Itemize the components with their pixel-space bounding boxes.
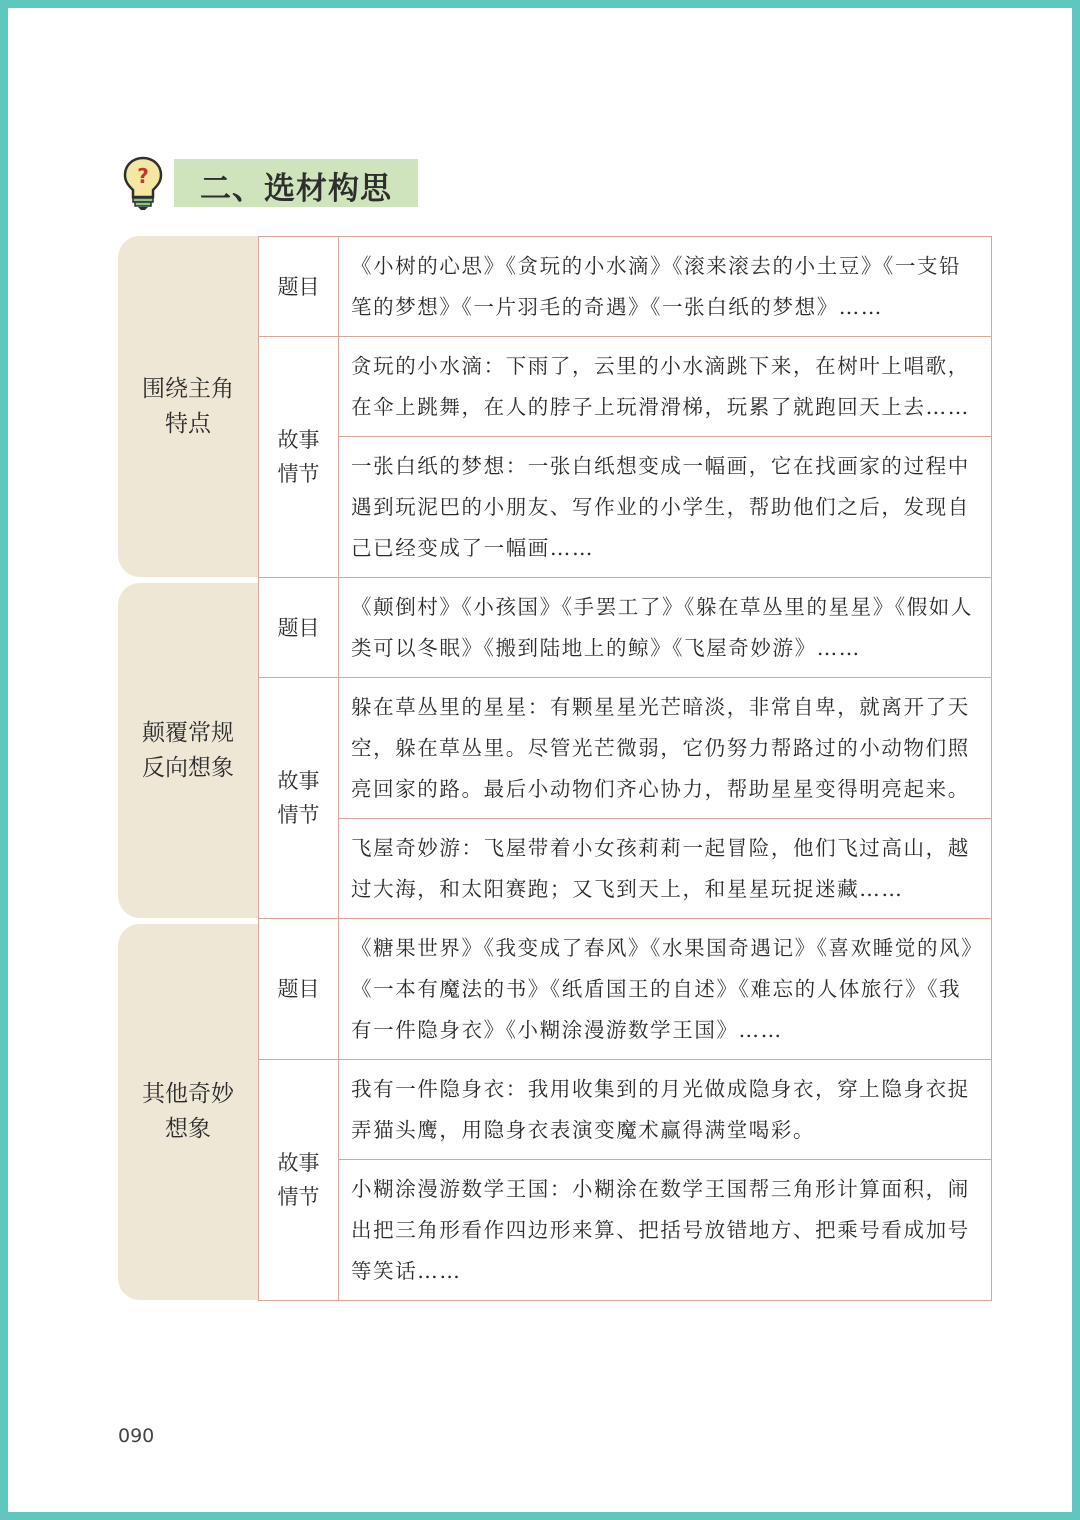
section-2	[118, 577, 992, 918]
titles-label: 题目	[258, 918, 338, 1059]
titles-cell: 《小树的心思》《贪玩的小水滴》《滚来滚去的小土豆》《一支铅笔的梦想》《一片羽毛的奇遇》《一张白纸的梦想》……	[338, 236, 992, 336]
titles-cell: 《颠倒村》《小孩国》《手罢工了》《躲在草丛里的星星》《假如人类可以冬眠》《搬到陆地上的鲸》《飞屋奇妙游》……	[338, 577, 992, 677]
page	[8, 8, 1072, 1512]
titles-label: 题目	[258, 236, 338, 336]
titles-row	[118, 236, 992, 336]
plots-label: 故事 情节	[258, 677, 338, 918]
section-1	[118, 236, 992, 577]
plot-cell: 我有一件隐身衣：我用收集到的月光做成隐身衣，穿上隐身衣捉弄猫头鹰，用隐身衣表演变魔术赢得满堂喝彩。	[338, 1059, 992, 1159]
plots-label: 故事 情节	[258, 336, 338, 577]
section-header	[120, 153, 440, 213]
table-bottom-border	[258, 1300, 992, 1301]
section-title: 二、选材构思	[200, 171, 392, 207]
plots-row	[118, 1059, 992, 1300]
page-number: 090	[118, 1425, 155, 1447]
lightbulb-question-icon	[120, 155, 166, 211]
topic-table	[118, 236, 992, 1301]
plot-cell: 躲在草丛里的星星：有颗星星光芒暗淡，非常自卑，就离开了天空，躲在草丛里。尽管光芒微弱，它仍努力帮路过的小动物们照亮回家的路。最后小动物们齐心协力，帮助星星变得明亮起来。	[338, 677, 992, 818]
svg-text:?: ?	[137, 164, 149, 188]
titles-row	[118, 918, 992, 1059]
section-title-band	[174, 159, 418, 207]
category-label: 其他奇妙 想象	[142, 1081, 234, 1142]
plot-cell: 一张白纸的梦想：一张白纸想变成一幅画，它在找画家的过程中遇到玩泥巴的小朋友、写作业的小学生，帮助他们之后，发现自己已经变成了一幅画……	[338, 436, 992, 577]
plots-row	[118, 677, 992, 918]
plots-row	[118, 336, 992, 577]
plot-cell: 小糊涂漫游数学王国：小糊涂在数学王国帮三角形计算面积，闹出把三角形看作四边形来算、把括号放错地方、把乘号看成加号等笑话……	[338, 1159, 992, 1300]
titles-cell: 《糖果世界》《我变成了春风》《水果国奇遇记》《喜欢睡觉的风》《一本有魔法的书》《纸盾国王的自述》《难忘的人体旅行》《我有一件隐身衣》《小糊涂漫游数学王国》……	[338, 918, 992, 1059]
category-label: 颠覆常规 反向想象	[142, 719, 234, 781]
titles-row	[118, 577, 992, 677]
category-label: 围绕主角 特点	[142, 375, 234, 437]
plots-label: 故事 情节	[258, 1059, 338, 1300]
plot-cell: 飞屋奇妙游：飞屋带着小女孩莉莉一起冒险，他们飞过高山，越过大海，和太阳赛跑；又飞到天上，和星星玩捉迷藏……	[338, 818, 992, 918]
section-3	[118, 918, 992, 1300]
titles-label: 题目	[258, 577, 338, 677]
plot-cell: 贪玩的小水滴：下雨了，云里的小水滴跳下来，在树叶上唱歌，在伞上跳舞，在人的脖子上玩滑滑梯，玩累了就跑回天上去……	[338, 336, 992, 436]
